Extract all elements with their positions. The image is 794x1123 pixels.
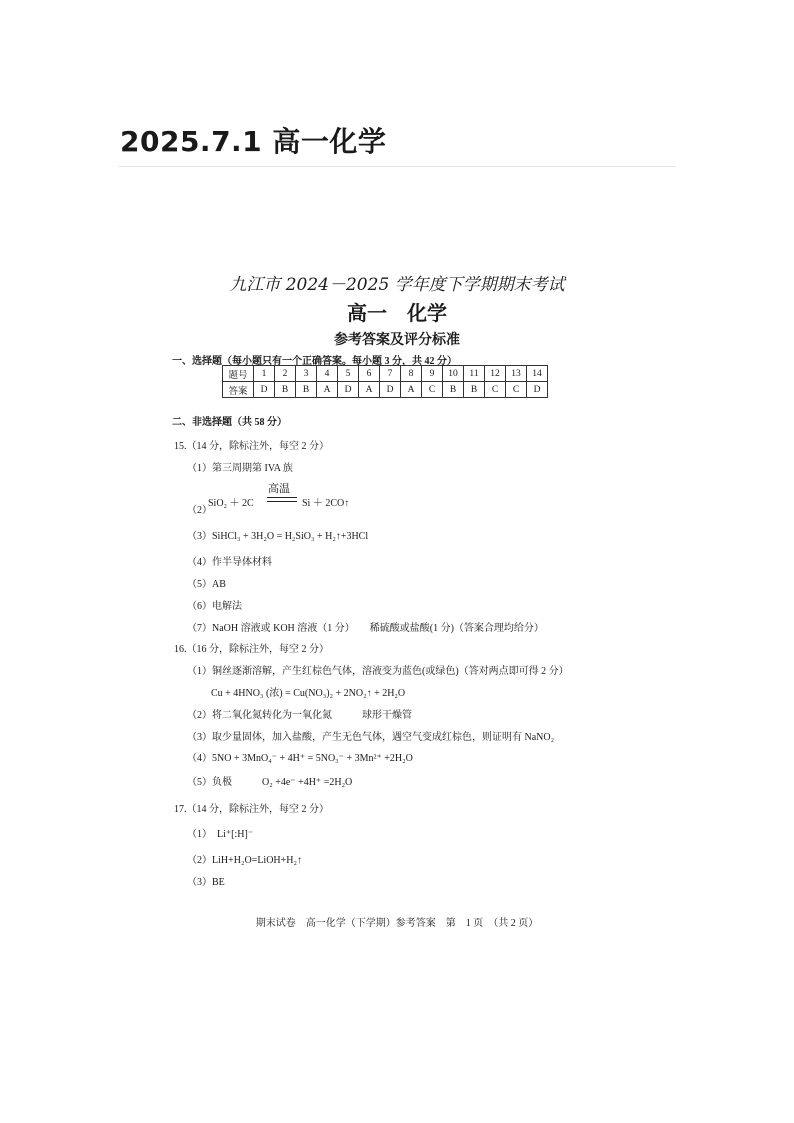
- q15-header: 15.（14 分，除标注外，每空 2 分）: [174, 441, 329, 452]
- q17-answer-1: （1） Li⁺[:H]⁻: [187, 829, 254, 840]
- subject-title: 高一 化学: [347, 301, 447, 325]
- q16-answer-5: （5）负极 O₂ +4e⁻ +4H⁺ =2H₂O: [187, 777, 353, 788]
- table-cell: D: [527, 382, 548, 398]
- row-label-number: 题号: [223, 366, 254, 382]
- section-choice-title: 一、选择题（每小题只有一个正确答案。每小题 3 分，共 42 分）: [172, 356, 457, 367]
- exam-title: 九江市 2024－2025 学年度下学期期末考试: [229, 275, 565, 295]
- table-cell: 1: [254, 366, 275, 382]
- page-footer: 期末试卷 高一化学（下学期）参考答案 第 1 页 （共 2 页）: [255, 918, 539, 929]
- q16-header: 16.（16 分，除标注外，每空 2 分）: [174, 644, 329, 655]
- q16-answer-1: （1）铜丝逐渐溶解，产生红棕色气体，溶液变为蓝色(或绿色)（答对两点即可得 2 分）: [187, 666, 569, 677]
- q15-answer-4: （4）作半导体材料: [187, 557, 272, 568]
- table-cell: 7: [380, 366, 401, 382]
- table-cell: D: [380, 382, 401, 398]
- title-divider: [118, 166, 676, 167]
- table-cell: C: [506, 382, 527, 398]
- table-cell: A: [359, 382, 380, 398]
- table-cell: D: [338, 382, 359, 398]
- table-cell: A: [401, 382, 422, 398]
- q15-equation-left: SiO₂ ＋ 2C: [208, 498, 254, 509]
- table-cell: B: [296, 382, 317, 398]
- q16-answer-4: （4）5NO + 3MnO₄⁻ + 4H⁺ = 5NO₃⁻ + 3Mn²⁺ +2H₂O: [187, 753, 413, 764]
- q15-answer-5: （5）AB: [187, 579, 226, 590]
- table-cell: 14: [527, 366, 548, 382]
- page-title: 2025.7.1 高一化学: [120, 125, 387, 158]
- answer-key-title: 参考答案及评分标准: [334, 332, 460, 348]
- answer-table: [222, 365, 548, 398]
- table-cell: 2: [275, 366, 296, 382]
- table-cell: 12: [485, 366, 506, 382]
- row-label-answer: 答案: [223, 382, 254, 398]
- table-cell: 11: [464, 366, 485, 382]
- q15-equation-right: Si ＋ 2CO↑: [302, 498, 350, 509]
- q17-header: 17.（14 分，除标注外，每空 2 分）: [174, 804, 329, 815]
- q17-answer-2: （2）LiH+H₂O=LiOH+H₂↑: [187, 855, 302, 866]
- table-cell: B: [443, 382, 464, 398]
- table-cell: 5: [338, 366, 359, 382]
- q17-answer-3: （3）BE: [187, 877, 225, 888]
- table-cell: D: [254, 382, 275, 398]
- table-cell: 6: [359, 366, 380, 382]
- table-cell: 3: [296, 366, 317, 382]
- q15-answer-3: （3）SiHCl₃ + 3H₂O = H₂SiO₃ + H₂↑+3HCl: [187, 531, 369, 542]
- table-cell: 9: [422, 366, 443, 382]
- equation-equals-sign: [267, 497, 297, 502]
- table-cell: B: [275, 382, 296, 398]
- table-cell: 10: [443, 366, 464, 382]
- q16-answer-3: （3）取少量固体，加入盐酸，产生无色气体，遇空气变成红棕色，则证明有 NaNO₂: [187, 732, 555, 743]
- q15-answer-1: （1）第三周期第 IVA 族: [187, 463, 293, 474]
- q15-answer-2-label: （2）: [187, 505, 212, 516]
- q16-answer-1-equation: Cu + 4HNO₃ (浓) = Cu(NO₃)₂ + 2NO₂↑ + 2H₂O: [211, 688, 406, 699]
- table-cell: C: [422, 382, 443, 398]
- table-cell: A: [317, 382, 338, 398]
- table-row-numbers: [223, 366, 548, 382]
- table-cell: 8: [401, 366, 422, 382]
- q15-answer-6: （6）电解法: [187, 601, 242, 612]
- table-row-answers: [223, 382, 548, 398]
- table-cell: B: [464, 382, 485, 398]
- section-nonchoice-title: 二、非选择题（共 58 分）: [172, 417, 287, 428]
- q16-answer-2: （2）将二氧化氮转化为一氧化氮 球形干燥管: [187, 710, 412, 721]
- table-cell: 13: [506, 366, 527, 382]
- q15-answer-7: （7）NaOH 溶液或 KOH 溶液（1 分） 稀硫酸或盐酸(1 分)（答案合理均给分）: [187, 623, 544, 634]
- table-cell: C: [485, 382, 506, 398]
- table-cell: 4: [317, 366, 338, 382]
- reaction-condition: 高温: [268, 483, 290, 495]
